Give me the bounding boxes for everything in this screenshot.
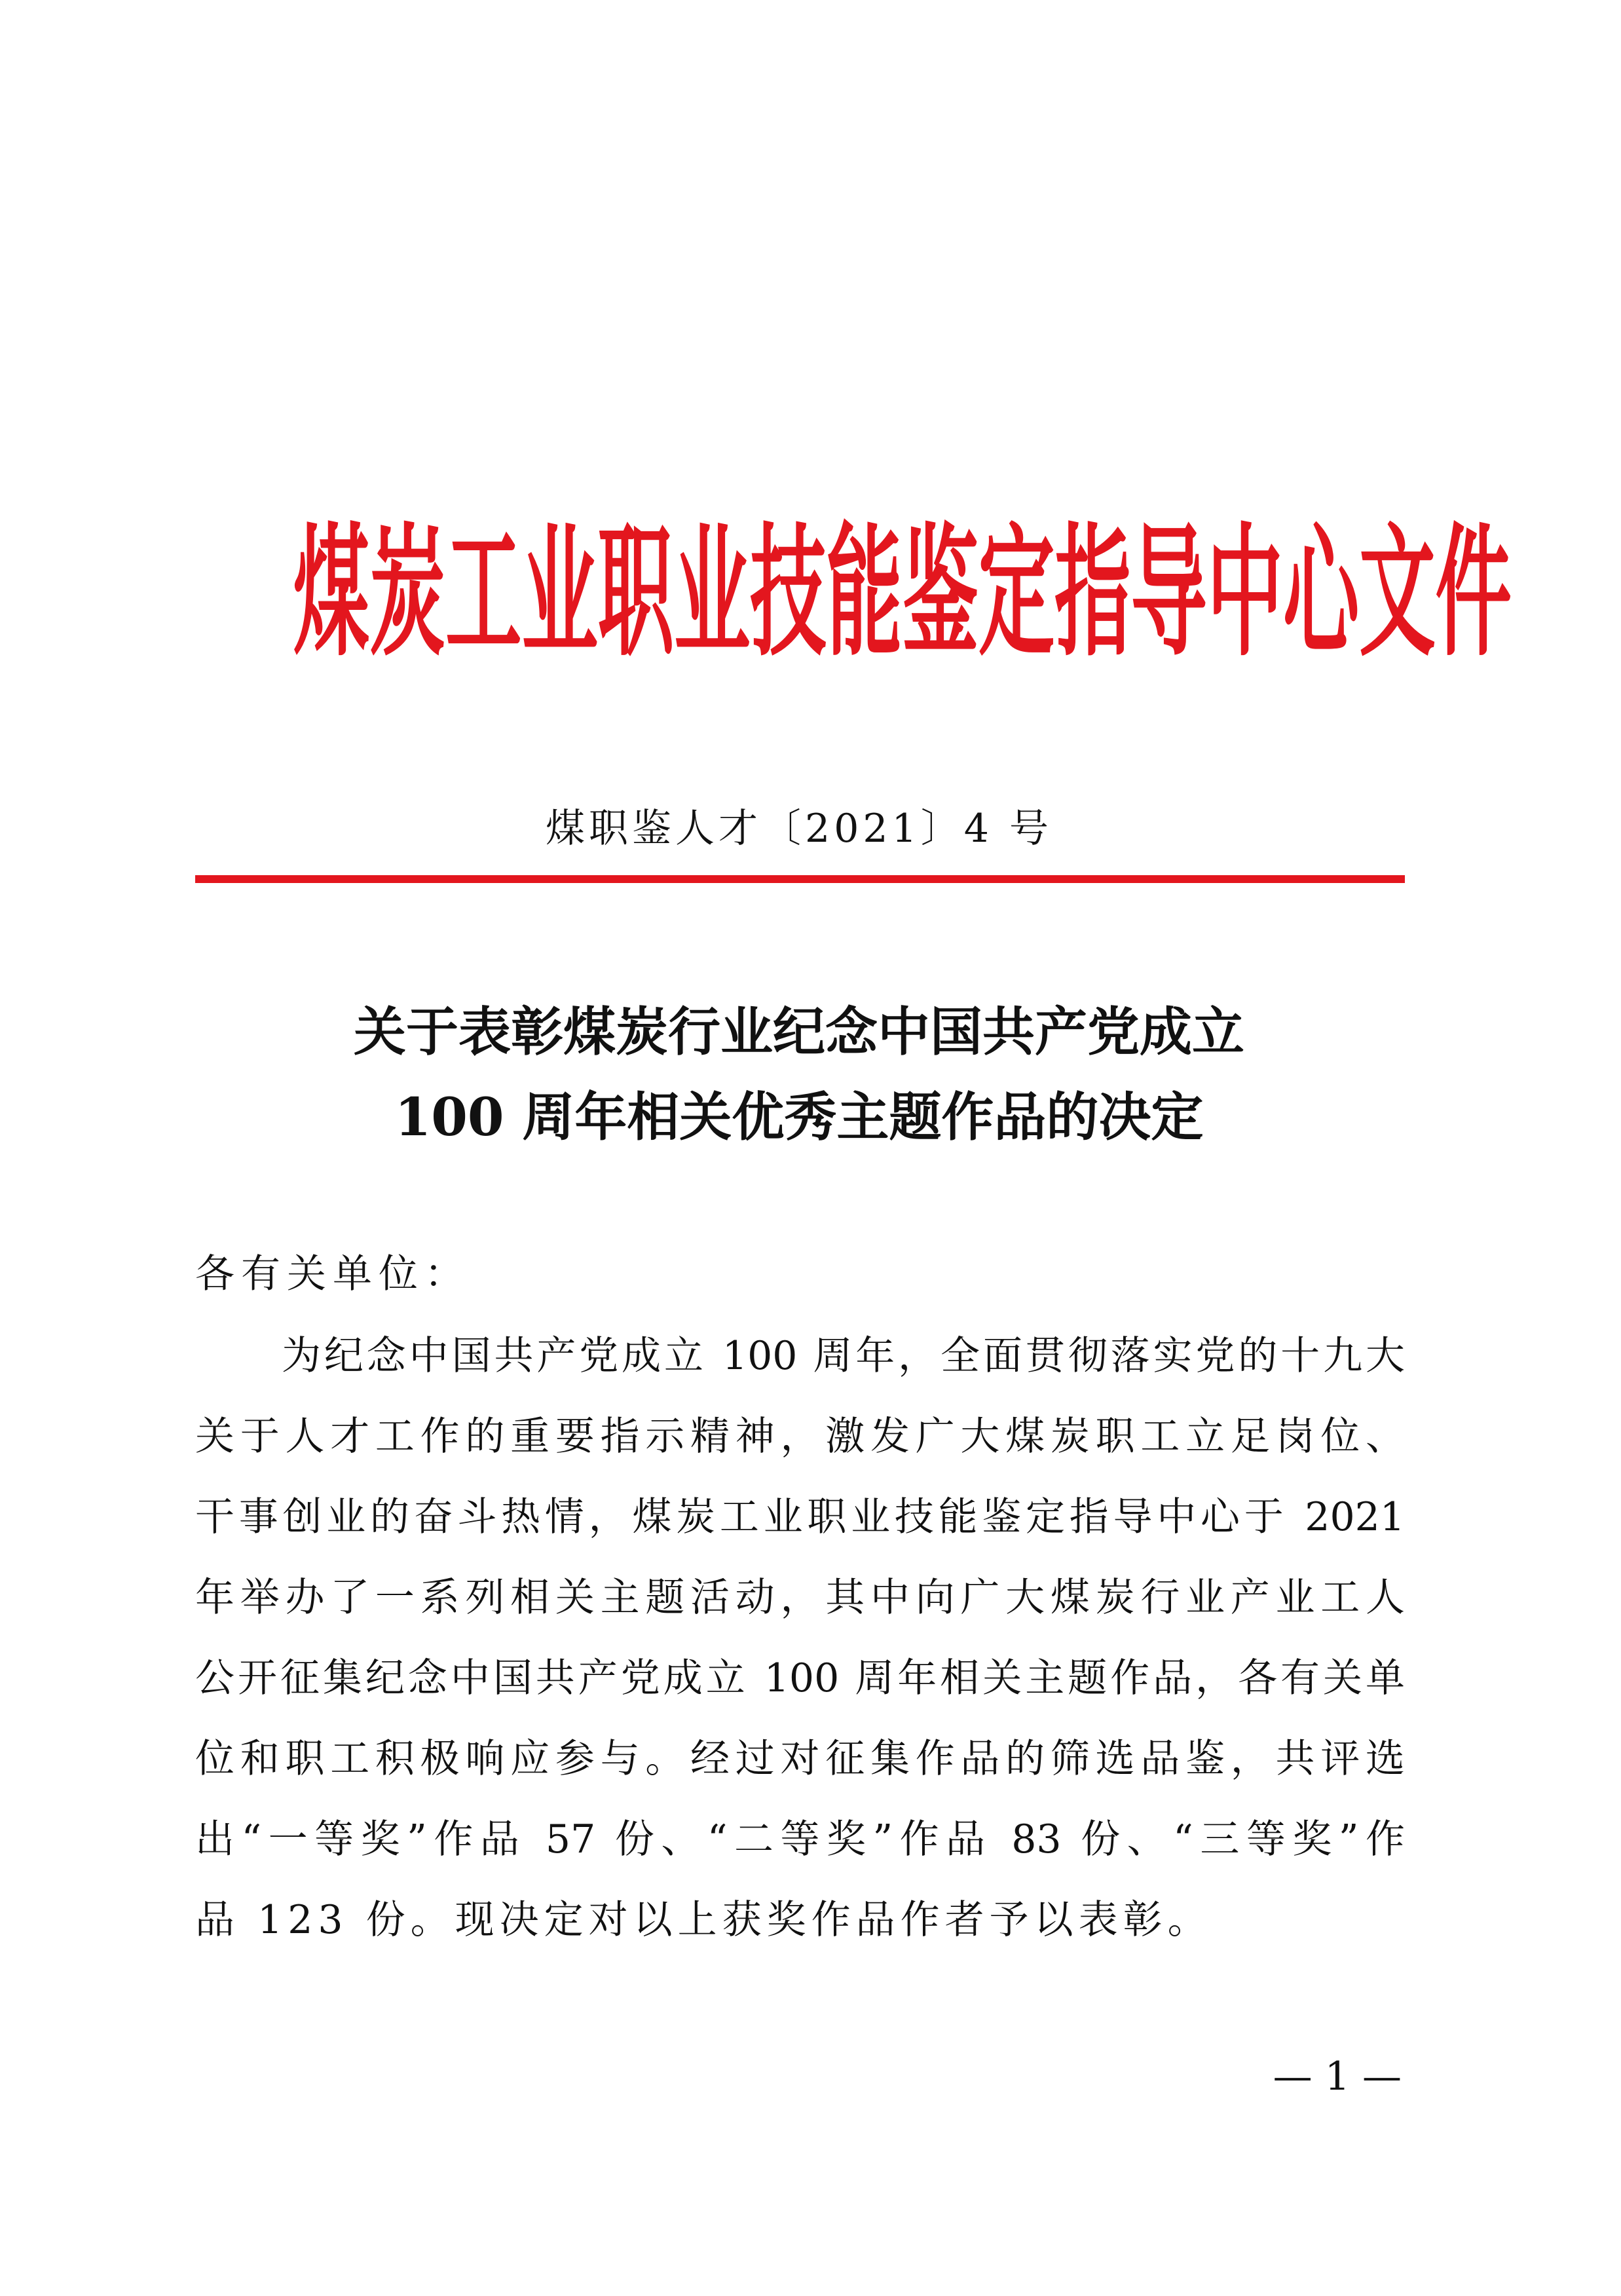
title-line-2: 100 周年相关优秀主题作品的决定 bbox=[394, 1086, 1204, 1148]
document-number: 煤职鉴人才〔2021〕4 号 bbox=[546, 806, 1053, 852]
body-line-7: 出“一等奖”作品 57 份、“二等奖”作品 83 份、“三等奖”作 bbox=[195, 1816, 1405, 1862]
body-line-6: 位和职工积极响应参与。经过对征集作品的筛选品鉴，共评选 bbox=[195, 1736, 1405, 1782]
document-masthead: 煤炭工业职业技能鉴定指导中心文件 bbox=[293, 510, 1512, 677]
body-line-3: 干事创业的奋斗热情，煤炭工业职业技能鉴定指导中心于 2021 bbox=[195, 1494, 1405, 1540]
body-line-5: 公开征集纪念中国共产党成立 100 周年相关主题作品，各有关单 bbox=[195, 1655, 1405, 1701]
document-title bbox=[190, 989, 1408, 1159]
body-line-1: 为纪念中国共产党成立 100 周年，全面贯彻落实党的十九大 bbox=[282, 1333, 1405, 1379]
red-divider-rule bbox=[195, 875, 1405, 883]
salutation: 各有关单位： bbox=[195, 1251, 470, 1297]
body-line-8: 品 123 份。现决定对以上获奖作品作者予以表彰。 bbox=[195, 1897, 1212, 1943]
title-line-1: 关于表彰煤炭行业纪念中国共产党成立 bbox=[354, 1001, 1244, 1063]
body-line-4: 年举办了一系列相关主题活动，其中向广大煤炭行业产业工人 bbox=[195, 1575, 1405, 1621]
body-line-2: 关于人才工作的重要指示精神，激发广大煤炭职工立足岗位、 bbox=[195, 1414, 1405, 1459]
page-number: — 1 — bbox=[1273, 2054, 1402, 2099]
